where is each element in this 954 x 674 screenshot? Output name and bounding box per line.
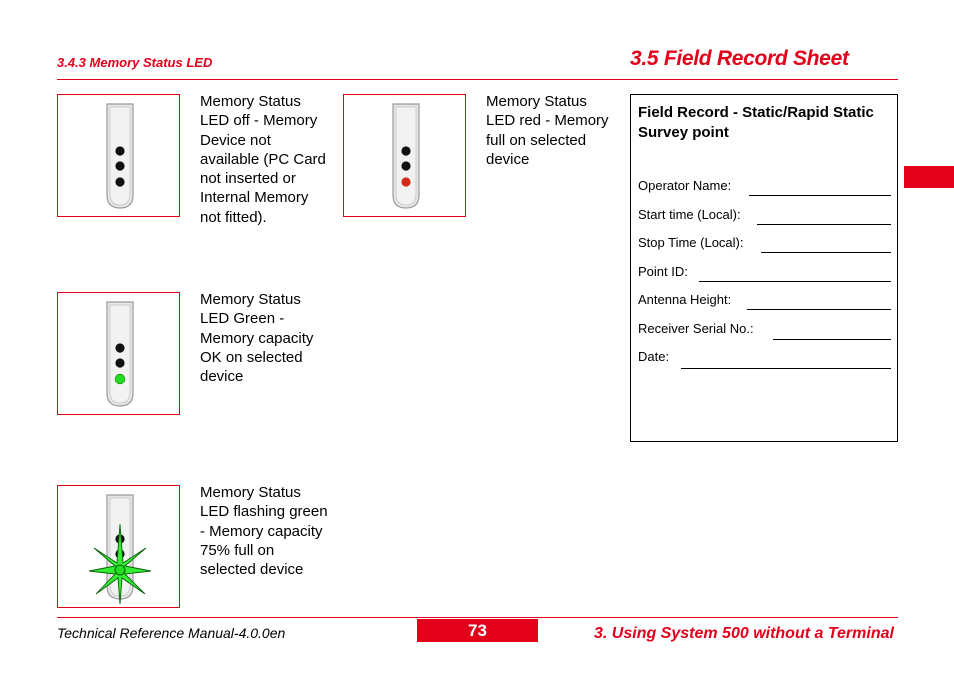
led-green-panel [57, 292, 180, 415]
led-flashing-green-panel [57, 485, 180, 608]
led-green-description: Memory Status LED Green - Memory capacity OK on selected device [200, 291, 314, 386]
field-date-line[interactable] [681, 368, 891, 369]
led-red-icon [344, 95, 467, 218]
field-stop-time-line[interactable] [761, 252, 891, 253]
field-receiver-serial-line[interactable] [773, 339, 891, 340]
field-point-id-line[interactable] [699, 281, 891, 282]
field-date-label: Date: [638, 349, 670, 364]
field-point-id-label: Point ID: [638, 264, 688, 279]
footer-rule [57, 617, 898, 618]
led-off-icon [58, 95, 181, 218]
field-operator-name-label: Operator Name: [638, 178, 732, 193]
page-number: 73 [417, 619, 538, 642]
field-record-form [630, 94, 898, 442]
field-antenna-height-label: Antenna Height: [638, 292, 732, 307]
led-green-icon [58, 293, 181, 416]
led-off-panel [57, 94, 180, 217]
led-flashing-green-icon [58, 486, 181, 609]
header-rule [57, 79, 898, 80]
section-heading-memory-status-led: 3.4.3 Memory Status LED [57, 55, 213, 70]
chapter-side-tab [904, 166, 954, 188]
field-stop-time-label: Stop Time (Local): [638, 235, 744, 250]
led-off-description: Memory Status LED off - Memory Device not available (PC Card not inserted or Internal Memory not fitted). [200, 93, 326, 226]
section-heading-field-record-sheet: 3.5 Field Record Sheet [630, 47, 849, 70]
led-red-panel [343, 94, 466, 217]
field-operator-name-line[interactable] [749, 195, 891, 196]
form-title: Field Record - Static/Rapid Static Survey point [638, 104, 874, 141]
field-start-time-label: Start time (Local): [638, 207, 741, 222]
field-receiver-serial-label: Receiver Serial No.: [638, 321, 754, 336]
field-start-time-line[interactable] [757, 224, 891, 225]
footer-manual-title: Technical Reference Manual-4.0.0en [57, 625, 286, 641]
led-flashing-green-description: Memory Status LED flashing green - Memory capacity 75% full on selected device [200, 484, 328, 579]
field-antenna-height-line[interactable] [747, 309, 891, 310]
led-red-description: Memory Status LED red - Memory full on selected device [486, 93, 609, 168]
footer-chapter-title: 3. Using System 500 without a Terminal [594, 625, 894, 642]
